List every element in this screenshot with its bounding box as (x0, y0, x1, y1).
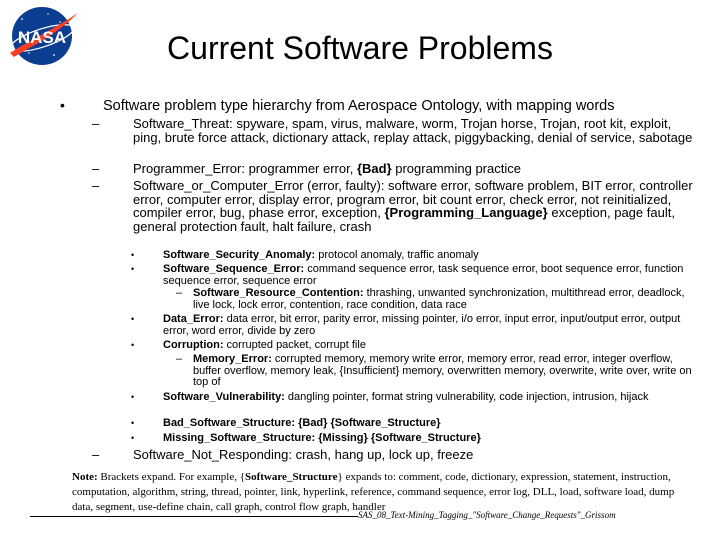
dash-marker: – (176, 353, 183, 365)
data-error-item: Data_Error: data error, bit error, parity error, missing pointer, i/o error, input error, input/output error, output error, word error, divide by zero (163, 313, 681, 337)
slide-title: Current Software Problems (167, 30, 553, 66)
security-anomaly-item: Software_Security_Anomaly: protocol anomaly, traffic anomaly (163, 249, 479, 261)
corruption-item: Corruption: corrupted packet, corrupt file (163, 339, 366, 351)
sequence-error-item: Software_Sequence_Error: command sequence error, task sequence error, boot sequence error, function sequence error, sequence error (163, 263, 684, 287)
bullet-marker: • (131, 250, 135, 260)
footnote: Note: Brackets expand. For example, {Software_Structure} expands to: comment, code, dictionary, expression, statement, instruction, computation, algorithm, string, thread, pointer, link, hyperlink, reference, command sequence, error log, DLL, load, software load, dump data, segment, use-define chain, call graph, control flow graph, handler (72, 471, 675, 513)
dash-marker: – (92, 447, 100, 462)
bullet-marker: • (60, 97, 65, 113)
dash-marker: – (92, 116, 100, 131)
bad-structure-item: Bad_Software_Structure: {Bad} {Software_Structure} (163, 417, 441, 429)
memory-error-item: Memory_Error: corrupted memory, memory write error, memory error, read error, integer overflow, buffer overflow, memory leak, {Insufficient} memory, overwritten memory, overwrite, write over, write on top of (193, 353, 692, 388)
vulnerability-item: Software_Vulnerability: dangling pointer, format string vulnerability, code injection, intrusion, hijack (163, 391, 649, 403)
bullet-marker: • (131, 264, 135, 274)
missing-structure-item: Missing_Software_Structure: {Missing} {Software_Structure} (163, 432, 481, 444)
dash-marker: – (92, 161, 100, 176)
footer-rule (30, 516, 358, 517)
main-bullet: Software problem type hierarchy from Aerospace Ontology, with mapping words (103, 98, 615, 114)
svg-text:NASA: NASA (17, 28, 67, 47)
software-threat-item: Software_Threat: spyware, spam, virus, malware, worm, Trojan horse, Trojan, root kit, exploit, ping, brute force attack, dictionary attack, replay attack, piggybacking, denial of service, sabotage (133, 116, 693, 145)
software-computer-error-item: Software_or_Computer_Error (error, faulty): software error, software problem, BIT error, controller error, computer error, display error, program error, bit count error, check error, not reinitialized, compiler error, bug, phase error, exception, {Programming_Language} exception, page fault, general protection fault, halt failure, crash (133, 178, 693, 234)
bullet-marker: • (131, 314, 135, 324)
footer-text: SAS_08_Text-Mining_Tagging_"Software_Change_Requests"_Grissom (358, 510, 616, 520)
dash-marker: – (176, 287, 183, 299)
programmer-error-item: Programmer_Error: programmer error, {Bad} programming practice (133, 161, 521, 176)
bullet-marker: • (131, 340, 135, 350)
not-responding-item: Software_Not_Responding: crash, hang up, lock up, freeze (133, 447, 474, 462)
bullet-marker: • (131, 392, 135, 402)
bullet-marker: • (131, 433, 135, 443)
bullet-marker: • (131, 418, 135, 428)
nasa-logo (4, 5, 80, 67)
resource-contention-item: Software_Resource_Contention: thrashing, unwanted synchronization, multithread error, deadlock, live lock, lock error, contention, race condition, data race (193, 287, 685, 311)
dash-marker: – (92, 178, 100, 193)
